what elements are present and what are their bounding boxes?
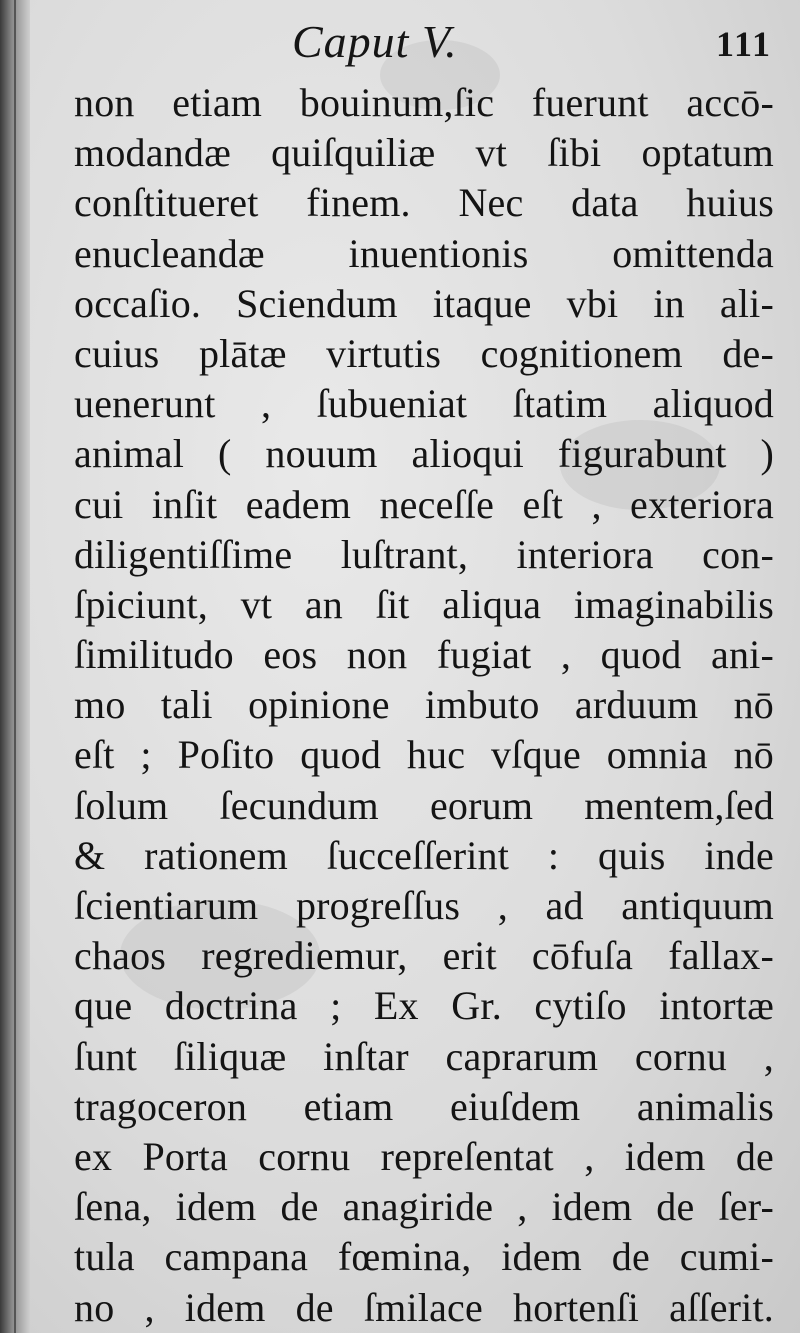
text-line: que doctrina ; Ex Gr. cytiſo intortæ xyxy=(74,983,774,1029)
text-line: no , idem de ſmilace hortenſi aſſerit. xyxy=(74,1284,774,1330)
text-line: tula campana fœmina, idem de cumi- xyxy=(74,1234,774,1280)
text-line: ſolum ſecundum eorum mentem,ſed xyxy=(74,782,774,828)
binding-edge xyxy=(14,0,16,1333)
body-text xyxy=(74,78,774,1333)
text-line: enucleandæ inuentionis omittenda xyxy=(74,230,774,276)
text-line: ex Porta cornu repreſentat , idem de xyxy=(74,1133,774,1179)
text-line: cuius plātæ virtutis cognitionem de- xyxy=(74,330,774,376)
text-line: ſimilitudo eos non fugiat , quod ani- xyxy=(74,632,774,678)
text-line: tragoceron etiam eiuſdem animalis xyxy=(74,1083,774,1129)
text-line: chaos regrediemur, erit cōfuſa fallax- xyxy=(74,933,774,979)
text-line: & rationem ſucceſſerint : quis inde xyxy=(74,832,774,878)
text-line: modandæ quiſquiliæ vt ſibi optatum xyxy=(74,130,774,176)
text-line: uenerunt , ſubueniat ſtatim aliquod xyxy=(74,381,774,427)
running-title: Caput V. xyxy=(292,16,458,67)
page-number: 111 xyxy=(715,24,772,64)
text-line: occaſio. Sciendum itaque vbi in ali- xyxy=(74,280,774,326)
text-line: ſcientiarum progreſſus , ad antiquum xyxy=(74,883,774,928)
text-line: ſena, idem de anagiride , idem de ſer- xyxy=(74,1184,774,1230)
text-line: ſpiciunt, vt an ſit aliqua imaginabilis xyxy=(74,581,774,627)
text-line: mo tali opinione imbuto arduum nō xyxy=(74,682,774,728)
text-line: ſunt ſiliquæ inſtar caprarum cornu , xyxy=(74,1033,774,1079)
page-header xyxy=(0,14,800,74)
text-line: eſt ; Poſito quod huc vſque omnia nō xyxy=(74,732,774,778)
text-line: animal ( nouum alioqui figurabunt ) xyxy=(74,431,774,477)
text-line: cui inſit eadem neceſſe eſt , exteriora xyxy=(74,481,774,527)
text-line: non etiam bouinum,ſic fuerunt accō- xyxy=(74,80,774,125)
text-line: conſtitueret finem. Nec data huius xyxy=(74,180,774,226)
text-line: diligentiſſime luſtrant, interiora con- xyxy=(74,531,774,577)
